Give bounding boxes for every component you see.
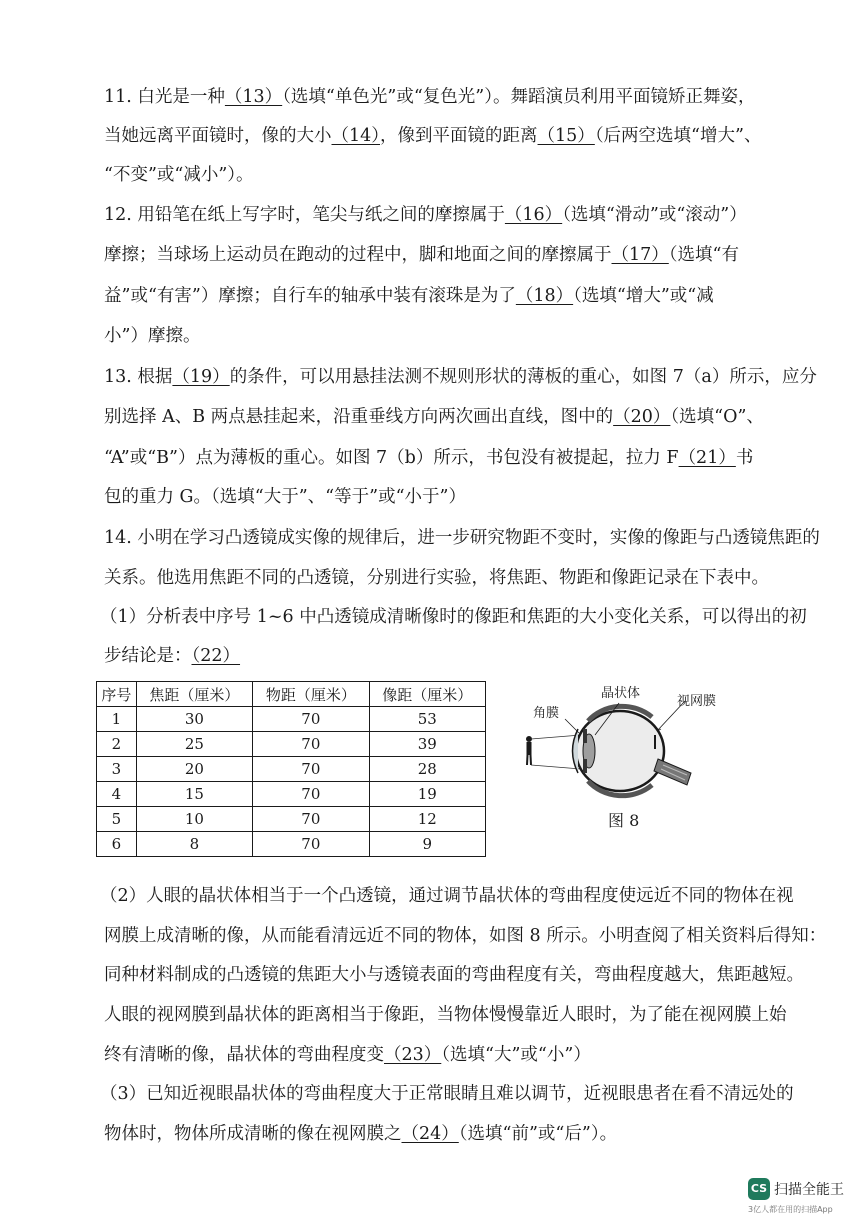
table-cell: 4 [97,782,137,807]
blank-18: （18） [515,286,574,306]
table-cell: 70 [253,732,369,757]
watermark-name: 扫描全能王 [774,1182,844,1198]
table-cell: 2 [97,732,137,757]
q13-line1: 13. 根据（19）的条件，可以用悬挂法测不规则形状的薄板的重心，如图 7（a）所示，应分 [104,367,817,387]
table-cell: 19 [369,782,485,807]
data-table [96,681,486,857]
table-row [97,732,486,757]
table-row [97,782,486,807]
q14-line1: 14. 小明在学习凸透镜成实像的规律后，进一步研究物距不变时，实像的像距与凸透镜焦距的 [104,528,820,548]
table-cell: 3 [97,757,137,782]
q13-line4: 包的重力 G。（选填“大于”、“等于”或“小于”） [104,487,466,507]
table-cell: 20 [136,757,252,782]
table-cell: 39 [369,732,485,757]
table-header: 序号 [97,682,137,707]
table-row [97,757,486,782]
table-cell: 15 [136,782,252,807]
table-cell: 1 [97,707,137,732]
table-row [97,707,486,732]
q12-line4: 小”）摩擦。 [104,326,201,346]
person-icon [526,736,532,765]
table-header: 物距（厘米） [253,682,369,707]
table-cell: 6 [97,832,137,857]
blank-20: （20） [613,407,671,427]
table-cell: 9 [369,832,485,857]
label-cornea: 角膜 [533,705,560,720]
q11-line2: 当她远离平面镜时，像的大小（14），像到平面镜的距离（15）（后两空选填“增大”、 [104,126,762,146]
table-cell: 5 [97,807,137,832]
q14-part2-line4: 人眼的视网膜到晶状体的距离相当于像距，当物体慢慢靠近人眼时，为了能在视网膜上始 [104,1005,787,1025]
q14-part2-line5: 终有清晰的像，晶状体的弯曲程度变（23）（选填“大”或“小”） [104,1045,591,1065]
table-cell: 70 [253,807,369,832]
q11-line3: “不变”或“减小”）。 [104,165,254,185]
blank-13: （13） [224,87,283,107]
q14-part1-line1: （1）分析表中序号 1~6 中凸透镜成清晰像时的像距和焦距的大小变化关系，可以得出的初 [100,607,807,627]
label-lens: 晶状体 [601,685,641,700]
table-row [97,807,486,832]
camscanner-logo-icon: CS [748,1178,770,1200]
q13-line3: “A”或“B”）点为薄板的重心。如图 7（b）所示，书包没有被提起，拉力 F（21）书 [104,448,754,468]
table-cell: 8 [136,832,252,857]
blank-24: （24） [401,1124,459,1144]
q14-part2-line2: 网膜上成清晰的像，从而能看清远近不同的物体，如图 8 所示。小明查阅了相关资料后得知： [104,926,827,946]
table-cell: 70 [253,707,369,732]
table-cell: 53 [369,707,485,732]
blank-15: （15） [537,126,595,146]
scanner-watermark [748,1178,860,1222]
table-cell: 30 [136,707,252,732]
table-cell: 25 [136,732,252,757]
q14-part1-line2: 步结论是：（22） [104,646,241,666]
table-cell: 28 [369,757,485,782]
table-cell: 70 [253,832,369,857]
label-retina: 视网膜 [677,693,717,708]
blank-22: （22） [191,646,241,666]
eye-icon [573,706,692,795]
q14-part2-line3: 同种材料制成的凸透镜的焦距大小与透镜表面的弯曲程度有关，弯曲程度越大，焦距越短。 [104,965,804,985]
table-header: 焦距（厘米） [136,682,252,707]
table-header: 像距（厘米） [369,682,485,707]
q12-line3: 益”或“有害”）摩擦；自行车的轴承中装有滚珠是为了（18）（选填“增大”或“减 [104,286,714,306]
blank-19: （19） [172,367,230,387]
q12-line2: 摩擦；当球场上运动员在跑动的过程中，脚和地面之间的摩擦属于（17）（选填“有 [104,245,739,265]
q14-part2-line1: （2）人眼的晶状体相当于一个凸透镜，通过调节晶状体的弯曲程度使远近不同的物体在视 [100,886,794,906]
q11-line1: 11. 白光是一种（13）（选填“单色光”或“复色光”）。舞蹈演员利用平面镜矫正舞姿， [104,87,756,107]
q14-line2: 关系。他选用焦距不同的凸透镜，分别进行实验，将焦距、物距和像距记录在下表中。 [104,568,769,588]
table-cell: 70 [253,757,369,782]
table-row [97,832,486,857]
q14-part3-line1: （3）已知近视眼晶状体的弯曲程度大于正常眼睛且难以调节，近视眼患者在看不清远处的 [100,1084,794,1104]
table-header-row [97,682,486,707]
blank-16: （16） [504,205,563,225]
blank-23: （23） [384,1045,442,1065]
q13-line2: 别选择 A、B 两点悬挂起来，沿重垂线方向两次画出直线，图中的（20）（选填“O”、 [104,407,764,427]
blank-14: （14） [331,126,381,146]
q14-part3-line2: 物体时，物体所成清晰的像在视网膜之（24）（选填“前”或“后”）。 [104,1124,618,1144]
table-cell: 12 [369,807,485,832]
table-cell: 70 [253,782,369,807]
watermark-subtitle: 3亿人都在用的扫描App [748,1205,833,1214]
blank-17: （17） [611,245,669,265]
table-cell: 10 [136,807,252,832]
figure-caption: 图 8 [608,811,640,830]
blank-21: （21） [678,448,736,468]
q12-line1: 12. 用铅笔在纸上写字时，笔尖与纸之间的摩擦属于（16）（选填“滑动”或“滚动”） [104,205,747,225]
